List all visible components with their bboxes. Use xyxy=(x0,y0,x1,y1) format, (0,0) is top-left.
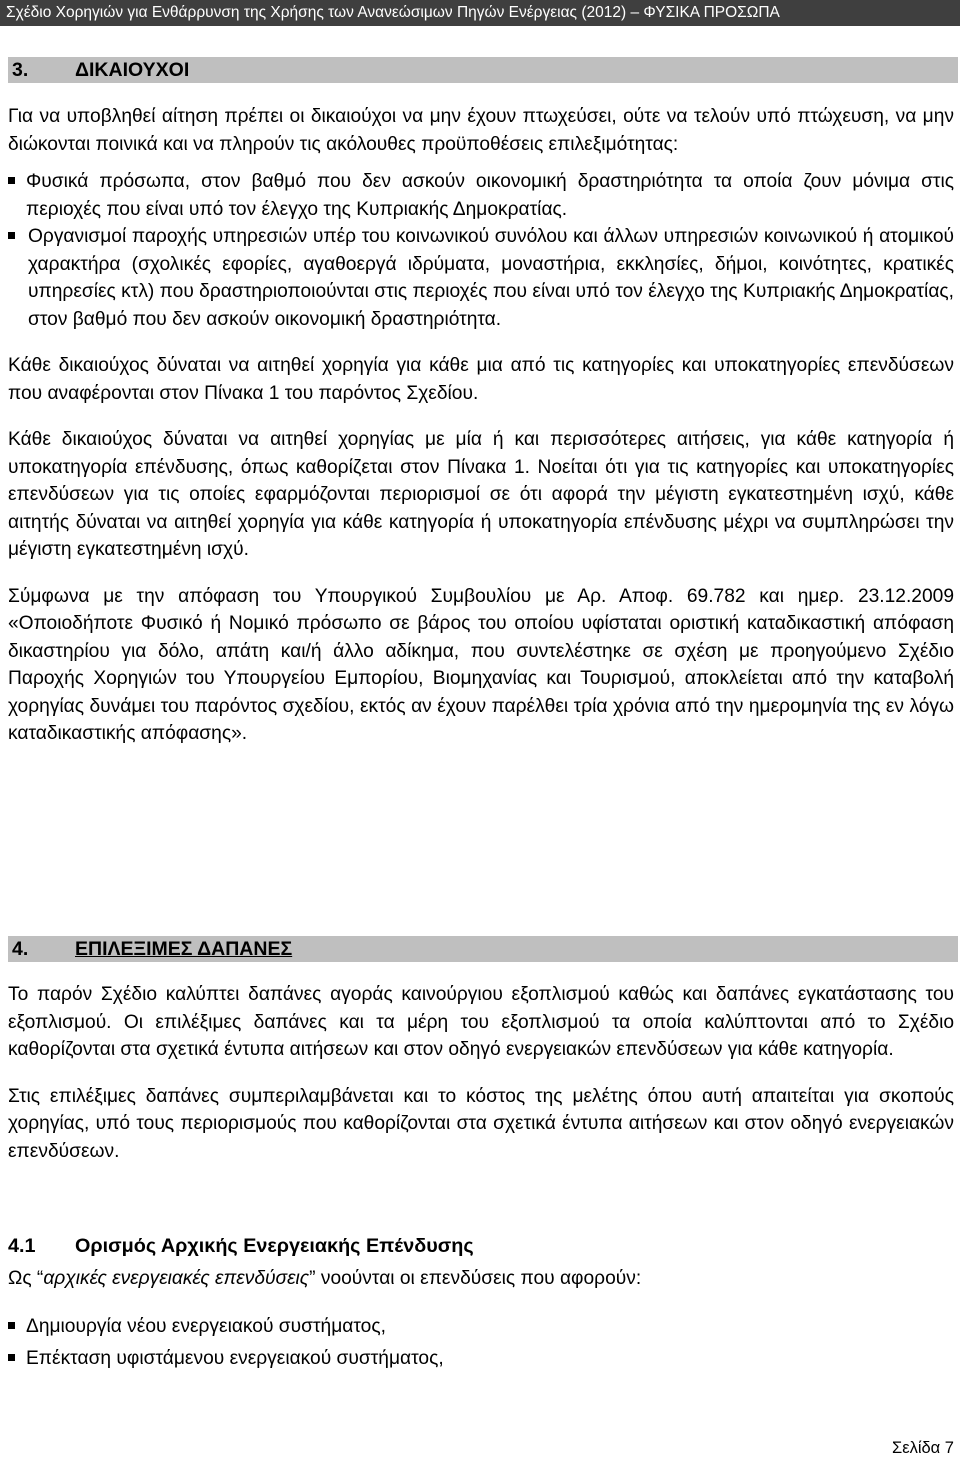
section-3-body xyxy=(8,103,954,748)
eligibility-item xyxy=(8,223,954,333)
bullet-square-icon xyxy=(8,232,15,239)
eligibility-list xyxy=(8,168,954,223)
section-3-heading xyxy=(8,57,958,83)
investment-item xyxy=(8,1345,954,1373)
section-4-paragraph-1: Το παρόν Σχέδιο καλύπτει δαπάνες αγοράς καινούργιου εξοπλισμού καθώς και δαπάνες εγκατάστασης του εξοπλισμού. Οι επιλέξιμες δαπάνες και τα μέρη του εξοπλισμού τα οποία καλύπτονται από το Σχέδιο καθορίζονται στα σχετικά έντυπα αιτήσεων και στον οδηγό ενεργειακών επενδύσεων για κάθε κατηγορία. xyxy=(8,984,954,1060)
investment-item-text: Επέκταση υφιστάμενου ενεργειακού συστήματος, xyxy=(26,1348,444,1369)
bullet-square-icon xyxy=(8,1354,15,1361)
eligibility-item xyxy=(8,168,954,223)
investment-list xyxy=(8,1313,954,1373)
section-4-body xyxy=(8,981,954,1165)
bullet-square-icon xyxy=(8,177,15,184)
subsection-4-1-number: 4.1 xyxy=(8,1235,36,1257)
intro-before: Ως “ xyxy=(8,1268,44,1289)
section-3-paragraph-1: Κάθε δικαιούχος δύναται να αιτηθεί χορηγία για κάθε μια από τις κατηγορίες και υποκατηγορίες επενδύσεων που αναφέρονται στον Πίνακα 1 του παρόντος Σχεδίου. xyxy=(8,355,954,404)
section-4-paragraph-2: Στις επιλέξιμες δαπάνες συμπεριλαμβάνεται και το κόστος της μελέτης όπου αυτή απαιτείται για σκοπούς χορηγίας, υπό τους περιορισμούς που καθορίζονται στα σχετικά έντυπα αιτήσεων και στον οδηγό ενεργειακών επενδύσεων. xyxy=(8,1085,954,1162)
subsection-4-1-intro xyxy=(8,1265,954,1293)
section-4-number: 4. xyxy=(12,938,29,960)
intro-after: ” νοούνται οι επενδύσεις που αφορούν: xyxy=(309,1268,642,1289)
subsection-4-1-body xyxy=(8,1265,954,1373)
investment-item xyxy=(8,1313,954,1341)
investment-item-text: Δημιουργία νέου ενεργειακού συστήματος, xyxy=(26,1315,386,1337)
section-3-paragraph-2: Κάθε δικαιούχος δύναται να αιτηθεί χορηγίας με μία ή και περισσότερες αιτήσεις, για κάθε κατηγορία ή υποκατηγορία επένδυσης, όπως καθορίζεται στον Πίνακα 1. Νοείται ότι για τις κατηγορίες και υποκατηγορίες επενδύσεων για τις οποίες εφαρμόζονται περιορισμοί σε ότι αφορά την μέγιστη εγκατεστημένη ισχύ, κάθε αιτητής δύναται να αιτηθεί χορηγία για κάθε κατηγορία ή υποκατηγορία επένδυσης μέχρι να συμπληρώσει την μέγιστη εγκατεστημένη ισχύ. xyxy=(8,429,954,560)
intro-term: αρχικές ενεργειακές επενδύσεις xyxy=(43,1268,310,1289)
page-number: Σελίδα 7 xyxy=(892,1439,954,1457)
section-4-heading xyxy=(8,936,958,962)
section-4-title: ΕΠΙΛΕΞΙΜΕΣ ΔΑΠΑΝΕΣ xyxy=(75,938,293,960)
eligibility-item-text: Φυσικά πρόσωπα, στον βαθμό που δεν ασκούν οικονομική δραστηριότητα τα οποία ζουν μόνιμα στις περιοχές που είναι υπό τον έλεγχο της Κυπριακής Δημοκρατίας. xyxy=(26,171,954,220)
eligibility-list-2 xyxy=(8,223,954,333)
section-3-intro: Για να υποβληθεί αίτηση πρέπει οι δικαιούχοι να μην έχουν πτωχεύσει, ούτε να τελούν υπό πτώχευση, να μην διώκονται ποινικά και να πληρούν τις ακόλουθες προϋποθέσεις επιλεξιμότητας: xyxy=(8,106,954,155)
eligibility-item-text: Οργανισμοί παροχής υπηρεσιών υπέρ του κοινωνικού συνόλου και άλλων υπηρεσιών κοινωνικού ή ατομικού χαρακτήρα (σχολικές εφορίες, αγαθοεργά ιδρύματα, μοναστήρια, εκκλησίες, δήμοι, κοινότητες, κρατικές υπηρεσίες κτλ) που δραστηριοποιούνται στις περιοχές που είναι υπό τον έλεγχο της Κυπριακής Δημοκρατίας, στον βαθμό που δεν ασκούν οικονομική δραστηριότητα. xyxy=(28,226,954,330)
running-header: Σχέδιο Χορηγιών για Ενθάρρυνση της Χρήσης των Ανανεώσιμων Πηγών Ενέργειας (2012) – ΦΥΣΙΚΑ ΠΡΟΣΩΠΑ xyxy=(0,0,960,26)
bullet-square-icon xyxy=(8,1322,15,1329)
section-3-paragraph-3: Σύμφωνα με την απόφαση του Υπουργικού Συμβουλίου με Αρ. Αποφ. 69.782 και ημερ. 23.12.2009 «Οποιοδήποτε Φυσικό ή Νομικό πρόσωπο σε βάρος του οποίου υφίσταται οριστική καταδικαστική απόφαση δικαστηρίου για δόλο, απάτη και/ή άλλο αδίκημα, που συντελέστηκε σε σχέση με προηγούμενο Σχέδιο Παροχής Χορηγιών του Υπουργείου Εμπορίου, Βιομηχανίας και Τουρισμού, αποκλείεται από την καταβολή χορηγίας δυνάμει του παρόντος σχεδίου, εκτός αν έχουν παρέλθει τρία χρόνια από την ημερομηνία της εν λόγω καταδικαστικής απόφασης». xyxy=(8,585,954,744)
subsection-4-1-title: Ορισμός Αρχικής Ενεργειακής Επένδυσης xyxy=(75,1235,474,1257)
section-3-number: 3. xyxy=(12,59,29,81)
section-3-title: ΔΙΚΑΙΟΥΧΟΙ xyxy=(75,59,190,81)
